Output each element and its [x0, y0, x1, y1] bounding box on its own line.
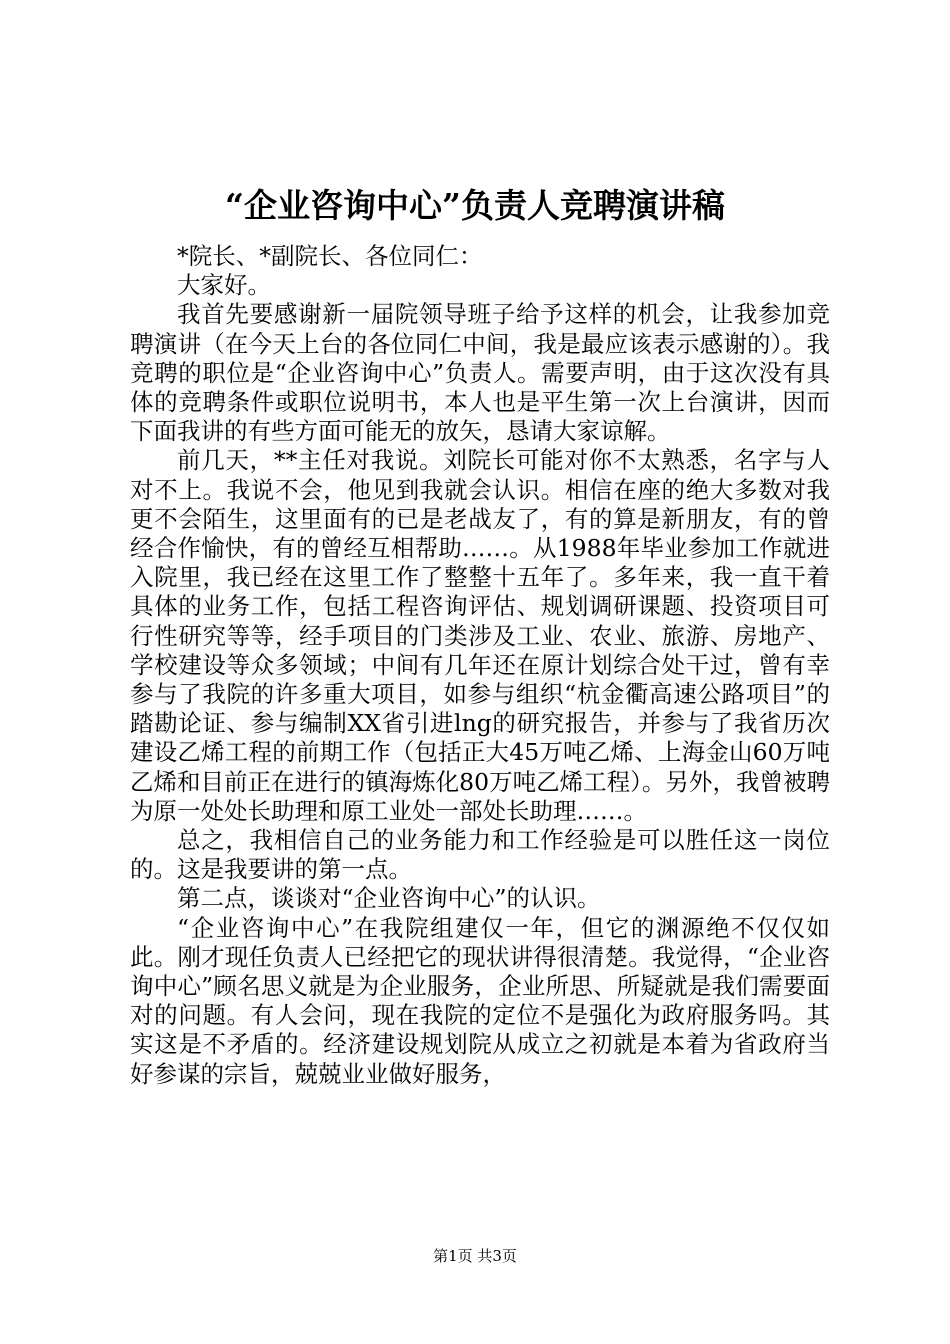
- salutation-paragraph: *院长、*副院长、各位同仁：: [177, 242, 483, 270]
- body-paragraph: 总之，我相信自己的业务能力和工作经验是可以胜任这一岗位的。这是我要讲的第一点。: [130, 826, 830, 884]
- body-paragraph: 我首先要感谢新一届院领导班子给予这样的机会，让我参加竞聘演讲（在今天上台的各位同仁中间，我是最应该表示感谢的）。我竞聘的职位是“企业咨询中心”负责人。需要声明，由于这次没有具体的竞聘条件或职位说明书，本人也是平生第一次上台演讲，因而下面我讲的有些方面可能无的放矢，恳请大家谅解。: [130, 300, 830, 446]
- body-paragraph: 第二点，谈谈对“企业咨询中心”的认识。: [177, 884, 601, 913]
- greeting-paragraph: 大家好。: [177, 271, 271, 300]
- body-paragraph: 前几天，**主任对我说。刘院长可能对你不太熟悉，名字与人对不上。我说不会，他见到我就会认识。相信在座的绝大多数对我更不会陌生，这里面有的已是老战友了，有的算是新朋友，有的曾经合作愉快，有的曾经互相帮助……。从1988年毕业参加工作就进入院里，我已经在这里工作了整整十五年了。多年来，我一直干着具体的业务工作，包括工程咨询评估、规划调研课题、投资项目可行性研究等等，经手项目的门类涉及工业、农业、旅游、房地产、学校建设等众多领域；中间有几年还在原计划综合处干过，曾有幸参与了我院的许多重大项目，如参与组织“杭金衢高速公路项目”的踏勘论证、参与编制XX省引进lng的研究报告，并参与了我省历次建设乙烯工程的前期工作（包括正大45万吨乙烯、上海金山60万吨乙烯和目前正在进行的镇海炼化80万吨乙烯工程）。另外，我曾被聘为原一处处长助理和原工业处一部处长助理……。: [130, 446, 830, 825]
- page-footer: 第1页 共3页: [433, 1247, 517, 1265]
- document-title: “企业咨询中心”负责人竞聘演讲稿: [225, 186, 725, 225]
- document-body: [130, 242, 830, 1089]
- body-paragraph: “企业咨询中心”在我院组建仅一年，但它的渊源绝不仅仅如此。刚才现任负责人已经把它的现状讲得很清楚。我觉得，“企业咨询中心”顾名思义就是为企业服务，企业所思、所疑就是我们需要面对的问题。有人会问，现在我院的定位不是强化为政府服务吗。其实这是不矛盾的。经济建设规划院从成立之初就是本着为省政府当好参谋的宗旨，兢兢业业做好服务，: [130, 913, 830, 1088]
